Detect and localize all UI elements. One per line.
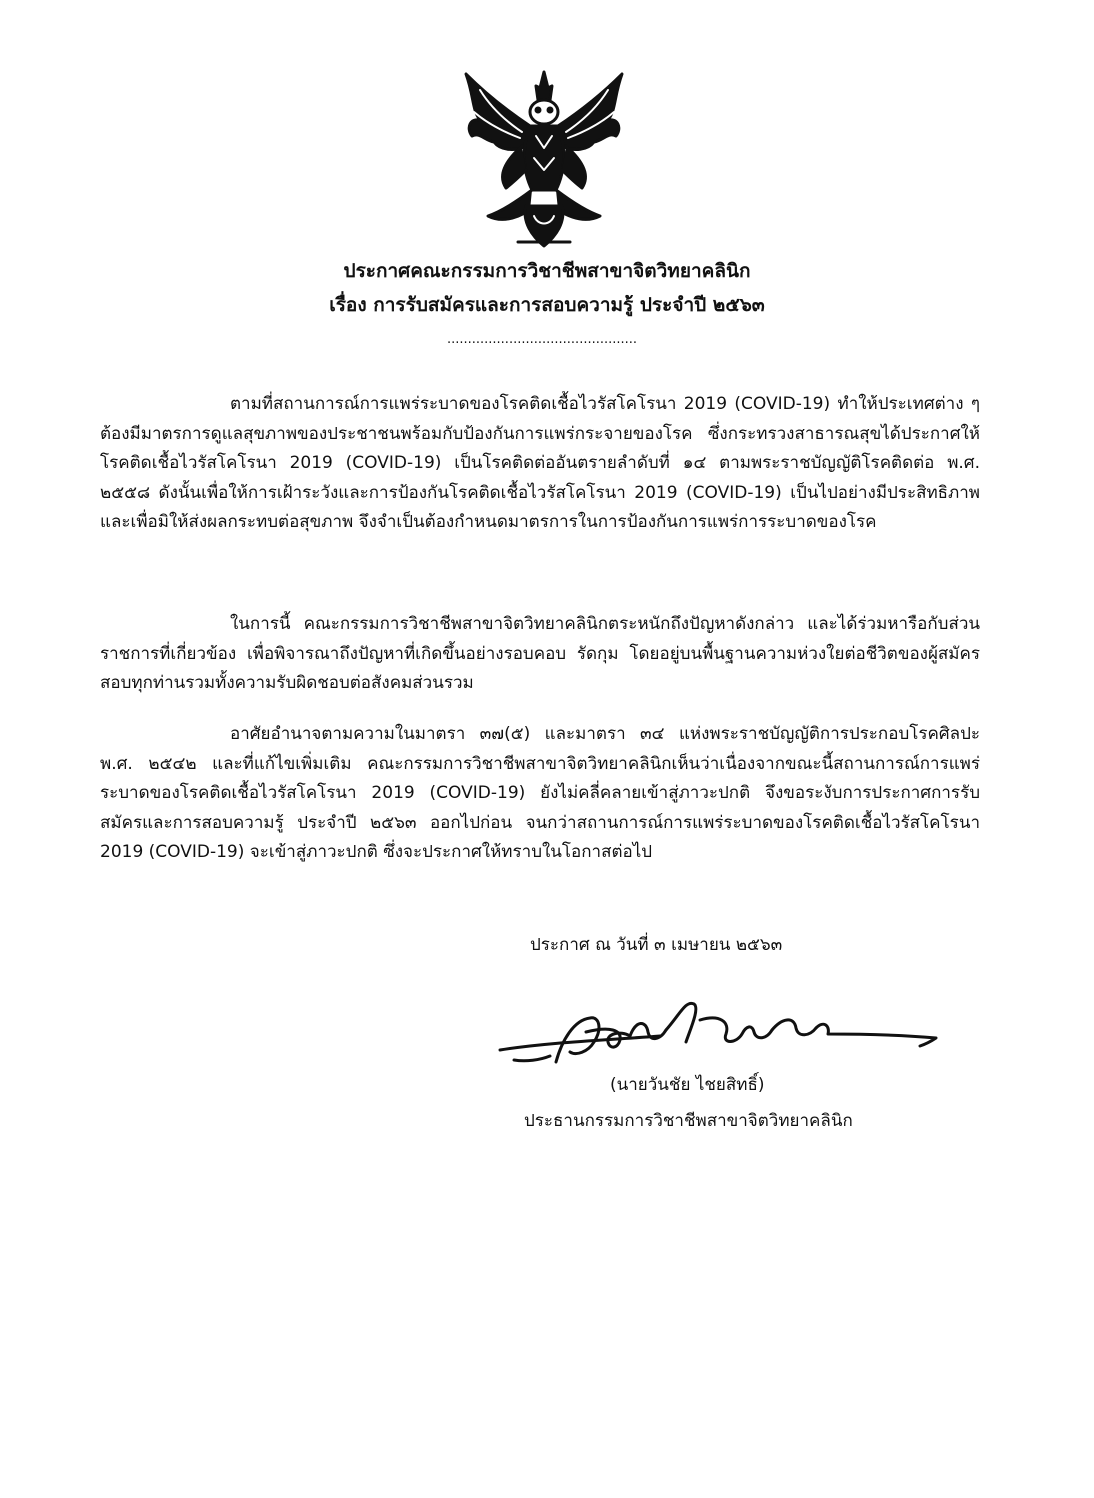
paragraph-3: อาศัยอำนาจตามความในมาตรา ๓๗(๕) และมาตรา ๓๔ แห่งพระราชบัญญัติการประกอบโรคศิลปะ พ.ศ. ๒๕๔๒ และที่แก้ไขเพิ่มเติม คณะกรรมการวิชาชีพสาขาจิตวิทยาคลินิกเห็นว่าเนื่องจากขณะนี้สถานการณ์การแพร่ระบาดของโรคติดเชื้อไวรัสโคโรนา 2019 (COVID-19) ยังไม่คลี่คลายเข้าสู่ภาวะปกติ จึงขอระงับการประกาศการรับสมัครและการสอบความรู้ ประจำปี ๒๕๖๓ ออกไปก่อน จนกว่าสถานการณ์การแพร่ระบาดของโรคติดเชื้อไวรัสโคโรนา 2019 (COVID-19) จะเข้าสู่ภาวะปกติ ซึ่งจะประกาศให้ทราบในโอกาสต่อไป — [100, 724, 980, 863]
garuda-emblem-icon — [460, 66, 628, 252]
handwritten-signature — [490, 990, 950, 1080]
paragraph-1: ตามที่สถานการณ์การแพร่ระบาดของโรคติดเชื้อไวรัสโคโรนา 2019 (COVID-19) ทำให้ประเทศต่าง ๆ ต้องมีมาตรการดูแลสุขภาพของประชาชนพร้อมกับป้องกันการแพร่กระจายของโรค ซึ่งกระทรวงสาธารณสุขได้ประกาศให้โรคติดเชื้อไวรัสโคโรนา 2019 (COVID-19) เป็นโรคติดต่ออันตรายลำดับที่ ๑๔ ตามพระราชบัญญัติโรคติดต่อ พ.ศ. ๒๕๕๘ ดังนั้นเพื่อให้การเฝ้าระวังและการป้องกันโรคติดเชื้อไวรัสโคโรนา 2019 (COVID-19) เป็นไปอย่างมีประสิทธิภาพและเพื่อมิให้ส่งผลกระทบต่อสุขภาพ จึงจำเป็นต้องกำหนดมาตรการในการป้องกันการแพร่การระบาดของโรค — [100, 394, 980, 533]
signer-title: ประธานกรรมการวิชาชีพสาขาจิตวิทยาคลินิก — [524, 1111, 853, 1131]
paragraph-2: ในการนี้ คณะกรรมการวิชาชีพสาขาจิตวิทยาคลินิกตระหนักถึงปัญหาดังกล่าว และได้ร่วมหารือกับส่วนราชการที่เกี่ยวข้อง เพื่อพิจารณาถึงปัญหาที่เกิดขึ้นอย่างรอบคอบ รัดกุม โดยอยู่บนพื้นฐานความห่วงใยต่อชีวิตของผู้สมัครสอบทุกท่านรวมทั้งความรับผิดชอบต่อสังคมส่วนรวม — [100, 614, 980, 694]
signer-name: (นายวันชัย ไชยสิทธิ์) — [610, 1075, 765, 1095]
announcement-title: ประกาศคณะกรรมการวิชาชีพสาขาจิตวิทยาคลินิก — [343, 260, 751, 282]
dotted-separator: .............................................. — [446, 332, 638, 347]
announcement-subject: เรื่อง การรับสมัครและการสอบความรู้ ประจำปี ๒๕๖๓ — [329, 294, 765, 316]
issued-date: ประกาศ ณ วันที่ ๓ เมษายน ๒๕๖๓ — [530, 935, 783, 955]
